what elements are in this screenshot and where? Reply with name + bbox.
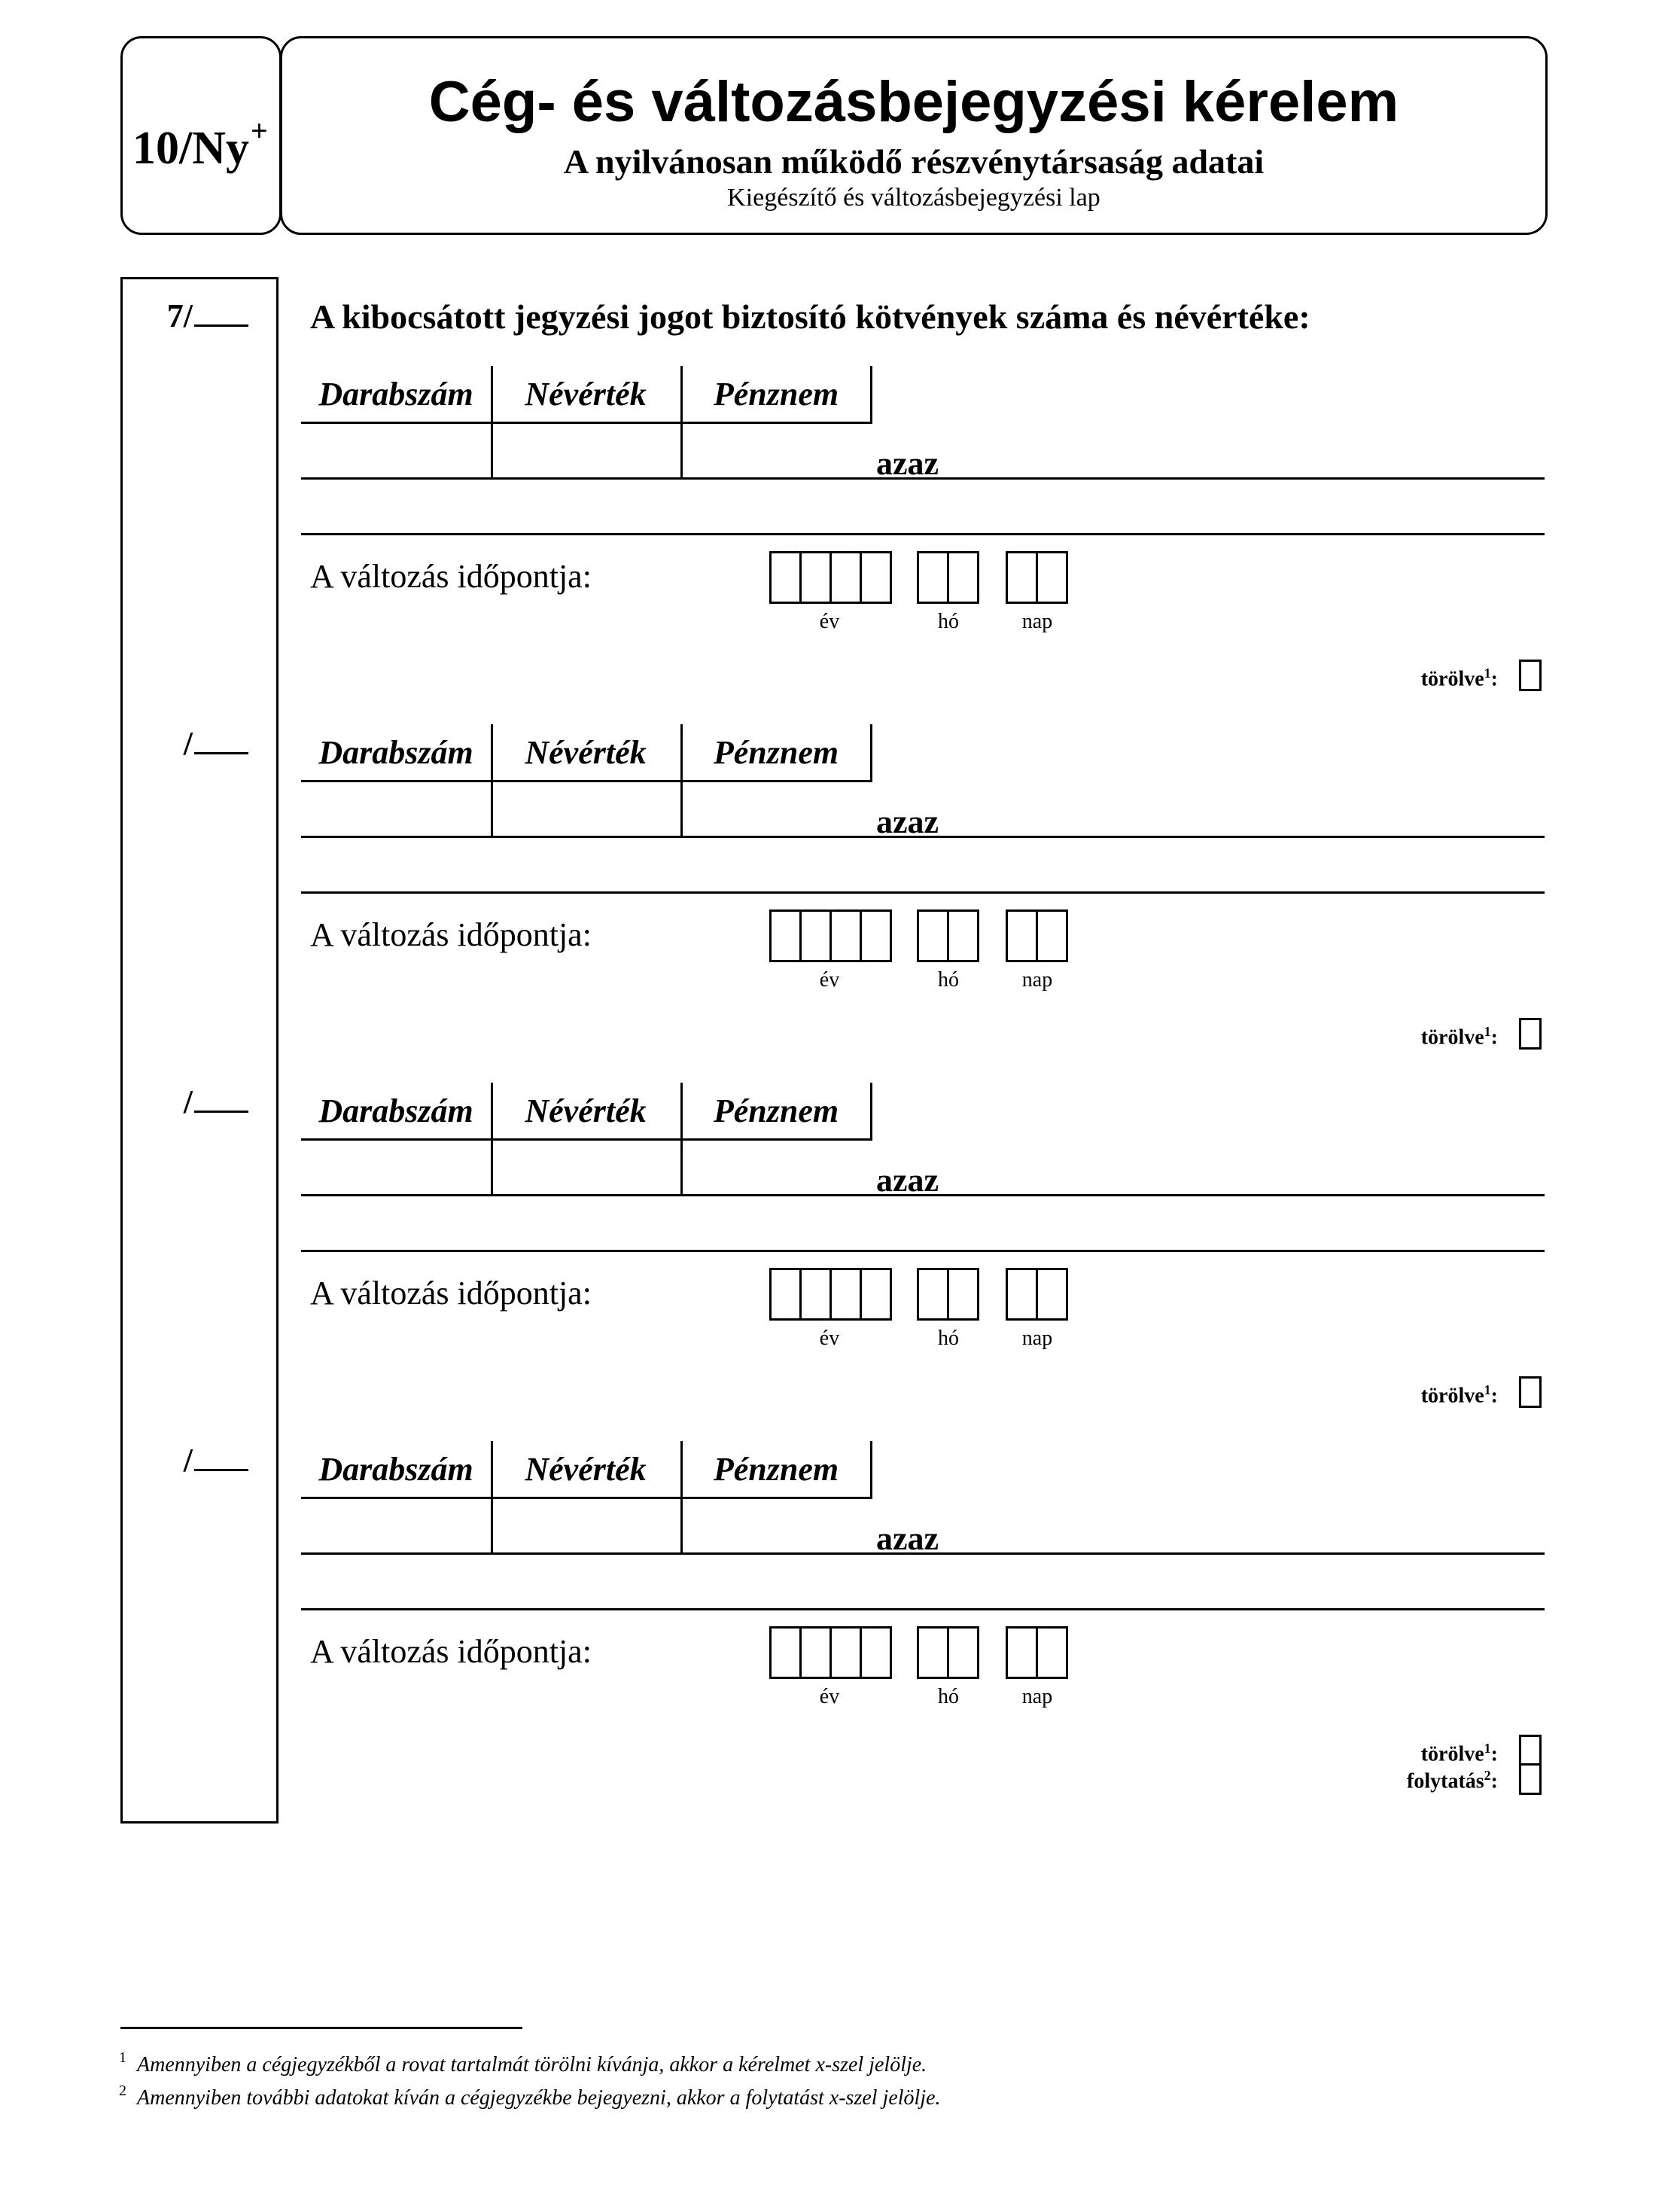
- amount-in-words-field[interactable]: [948, 1501, 1536, 1549]
- entry-block: [0, 724, 1665, 1071]
- currency-field[interactable]: [683, 785, 869, 833]
- column-header: Darabszám: [318, 734, 473, 771]
- month-caption: hó: [938, 1327, 959, 1350]
- day-digit-box[interactable]: [1036, 1268, 1068, 1321]
- table-divider: [870, 1441, 872, 1498]
- form-code-text: 10/Ny: [132, 123, 249, 174]
- currency-field[interactable]: [683, 426, 869, 474]
- azaz-label: azaz: [876, 803, 939, 840]
- deleted-label-text: törölve: [1420, 1025, 1484, 1050]
- table-divider: [870, 366, 872, 423]
- day-digit-box[interactable]: [1036, 551, 1068, 604]
- nominal-value-field[interactable]: [494, 1501, 677, 1549]
- footnote-rule: [120, 2027, 522, 2029]
- day-caption: nap: [1021, 610, 1053, 633]
- page-note: Kiegészítő és változásbejegyzési lap: [727, 184, 1100, 212]
- nominal-value-field[interactable]: [494, 426, 677, 474]
- continuation-footnote-mark: 2: [1484, 1768, 1491, 1783]
- page-subtitle: A nyilvánosan működő részvénytársaság adatai: [563, 142, 1265, 181]
- deleted-footnote-mark: 1: [1484, 666, 1491, 681]
- quantity-field[interactable]: [304, 785, 488, 833]
- section-heading: A kibocsátott jegyzési jogot biztosító kötvények száma és névértéke:: [310, 297, 1310, 336]
- deleted-footnote-mark: 1: [1484, 1741, 1491, 1756]
- continuation-label-text: folytatás: [1407, 1769, 1484, 1793]
- year-digit-box[interactable]: [860, 551, 892, 604]
- month-digit-box[interactable]: [917, 1626, 949, 1679]
- azaz-label: azaz: [876, 1162, 939, 1199]
- row-number-prefix: 7/: [166, 297, 193, 334]
- deleted-footnote-mark: 1: [1484, 1382, 1491, 1397]
- year-caption: év: [819, 1327, 840, 1350]
- deleted-label: [1385, 1741, 1498, 1766]
- day-digit-box[interactable]: [1006, 1626, 1038, 1679]
- footnote-2: [119, 2083, 941, 2110]
- change-date-label: A változás időpontja:: [310, 558, 592, 595]
- entry-block: [0, 1441, 1665, 1787]
- azaz-label: azaz: [876, 1520, 939, 1557]
- footnote-2-text: Amennyiben további adatokat kíván a cégjegyzékbe bejegyezni, akkor a folytatást x-szel jelölje.: [137, 2086, 941, 2110]
- deleted-colon: :: [1490, 667, 1498, 691]
- footnote-1-mark: 1: [119, 2049, 126, 2066]
- day-caption: nap: [1021, 968, 1053, 992]
- continuation-label: [1370, 1768, 1498, 1793]
- year-caption: év: [819, 968, 840, 992]
- day-digit-box[interactable]: [1036, 1626, 1068, 1679]
- column-header: Névérték: [525, 1092, 647, 1129]
- deleted-label-text: törölve: [1420, 667, 1484, 691]
- footnote-2-mark: 2: [119, 2083, 126, 2099]
- day-caption: nap: [1021, 1685, 1053, 1708]
- deleted-label-text: törölve: [1420, 1742, 1484, 1766]
- deleted-colon: :: [1490, 1742, 1498, 1766]
- year-digit-box[interactable]: [799, 1626, 832, 1679]
- continuation-checkbox[interactable]: [1519, 1763, 1542, 1795]
- year-digit-box[interactable]: [769, 551, 802, 604]
- column-header: Darabszám: [318, 376, 473, 413]
- year-digit-box[interactable]: [860, 1268, 892, 1321]
- deleted-footnote-mark: 1: [1484, 1024, 1491, 1039]
- table-divider: [870, 1083, 872, 1140]
- deleted-checkbox[interactable]: [1519, 1735, 1542, 1766]
- year-digit-box[interactable]: [799, 1268, 832, 1321]
- column-header: Névérték: [525, 376, 647, 413]
- currency-field[interactable]: [683, 1143, 869, 1191]
- column-header: Pénznem: [713, 376, 839, 413]
- change-date-label: A változás időpontja:: [310, 1633, 592, 1670]
- day-digit-box[interactable]: [1006, 1268, 1038, 1321]
- amount-words-line: [301, 533, 1545, 535]
- footnote-1: [119, 2049, 927, 2077]
- amount-words-line: [301, 1250, 1545, 1252]
- header-underline: [301, 422, 872, 424]
- column-header: Névérték: [525, 1451, 647, 1488]
- month-digit-box[interactable]: [947, 909, 979, 962]
- quantity-field[interactable]: [304, 1501, 488, 1549]
- header-underline: [301, 780, 872, 782]
- year-digit-box[interactable]: [769, 1626, 802, 1679]
- day-caption: nap: [1021, 1327, 1053, 1350]
- row-number-prefix: /: [183, 1083, 193, 1120]
- deleted-label: [1385, 666, 1498, 691]
- deleted-label-text: törölve: [1420, 1384, 1484, 1408]
- column-header: Pénznem: [713, 734, 839, 771]
- deleted-checkbox[interactable]: [1519, 1018, 1542, 1050]
- year-digit-box[interactable]: [860, 1626, 892, 1679]
- month-digit-box[interactable]: [947, 1626, 979, 1679]
- nominal-value-field[interactable]: [494, 1143, 677, 1191]
- row-number-prefix: /: [183, 1442, 193, 1479]
- column-header: Pénznem: [713, 1092, 839, 1129]
- column-header: Pénznem: [713, 1451, 839, 1488]
- amount-words-line: [301, 891, 1545, 894]
- continuation-colon: :: [1490, 1769, 1498, 1793]
- year-caption: év: [819, 1685, 840, 1708]
- year-digit-box[interactable]: [799, 909, 832, 962]
- currency-field[interactable]: [683, 1501, 869, 1549]
- month-digit-box[interactable]: [917, 551, 949, 604]
- amount-in-words-field[interactable]: [948, 426, 1536, 474]
- year-digit-box[interactable]: [829, 909, 862, 962]
- deleted-colon: :: [1490, 1025, 1498, 1050]
- deleted-checkbox[interactable]: [1519, 1376, 1542, 1408]
- month-digit-box[interactable]: [947, 551, 979, 604]
- month-digit-box[interactable]: [917, 909, 949, 962]
- entry-block: [0, 1083, 1665, 1429]
- column-header: Darabszám: [318, 1092, 473, 1129]
- amount-in-words-field[interactable]: [948, 785, 1536, 833]
- month-digit-box[interactable]: [947, 1268, 979, 1321]
- year-digit-box[interactable]: [769, 1268, 802, 1321]
- month-caption: hó: [938, 968, 959, 992]
- year-digit-box[interactable]: [829, 1626, 862, 1679]
- month-digit-box[interactable]: [917, 1268, 949, 1321]
- year-digit-box[interactable]: [829, 551, 862, 604]
- day-digit-box[interactable]: [1006, 551, 1038, 604]
- form-code: [132, 113, 268, 175]
- quantity-field[interactable]: [304, 426, 488, 474]
- day-digit-box[interactable]: [1006, 909, 1038, 962]
- deleted-label: [1385, 1024, 1498, 1050]
- deleted-checkbox[interactable]: [1519, 660, 1542, 691]
- entry-block: [0, 366, 1665, 712]
- form-code-sup: +: [251, 114, 268, 148]
- year-digit-box[interactable]: [829, 1268, 862, 1321]
- azaz-label: azaz: [876, 445, 939, 482]
- deleted-label: [1385, 1382, 1498, 1408]
- footnote-1-text: Amennyiben a cégjegyzékből a rovat tartalmát törölni kívánja, akkor a kérelmet x-szel jelölje.: [137, 2053, 927, 2076]
- quantity-field[interactable]: [304, 1143, 488, 1191]
- change-date-label: A változás időpontja:: [310, 1275, 592, 1312]
- row-number-prefix: /: [183, 725, 193, 762]
- header-underline: [301, 1497, 872, 1499]
- year-digit-box[interactable]: [799, 551, 832, 604]
- year-digit-box[interactable]: [860, 909, 892, 962]
- column-header: Névérték: [525, 734, 647, 771]
- year-digit-box[interactable]: [769, 909, 802, 962]
- column-header: Darabszám: [318, 1451, 473, 1488]
- year-caption: év: [819, 610, 840, 633]
- day-digit-box[interactable]: [1036, 909, 1068, 962]
- table-divider: [870, 724, 872, 782]
- page-title: Cég- és változásbejegyzési kérelem: [428, 70, 1399, 134]
- month-caption: hó: [938, 1685, 959, 1708]
- nominal-value-field[interactable]: [494, 785, 677, 833]
- row-number-blank[interactable]: [194, 302, 248, 327]
- month-caption: hó: [938, 610, 959, 633]
- row-number-1: [151, 297, 248, 335]
- amount-in-words-field[interactable]: [948, 1143, 1536, 1191]
- amount-words-line: [301, 1608, 1545, 1610]
- deleted-colon: :: [1490, 1384, 1498, 1408]
- change-date-label: A változás időpontja:: [310, 916, 592, 953]
- header-underline: [301, 1138, 872, 1141]
